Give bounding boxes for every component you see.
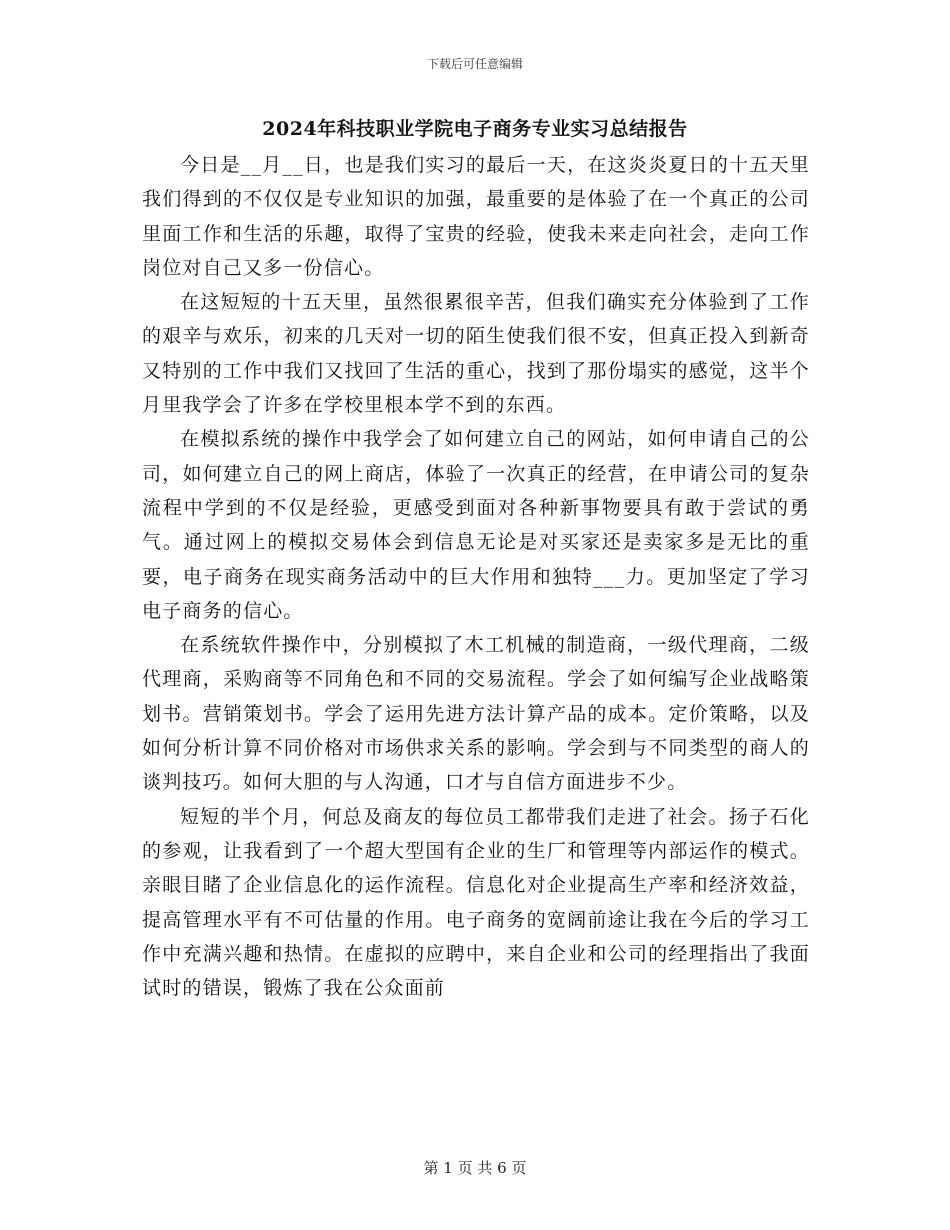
paragraph: 今日是__月__日，也是我们实习的最后一天，在这炎炎夏日的十五天里我们得到的不仅仅是专业知识的加强，最重要的是体验了在一个真正的公司里面工作和生活的乐趣，取得了宝贵的经验，使我未来走向社会，走向工作岗位对自己又多一份信心。 [142, 154, 810, 279]
page-number: 第 1 页 共 6 页 [423, 1159, 527, 1177]
document-body [142, 148, 810, 1005]
paragraph: 在模拟系统的操作中我学会了如何建立自己的网站，如何申请自己的公司，如何建立自己的网上商店，体验了一次真正的经营，在申请公司的复杂流程中学到的不仅是经验，更感受到面对各种新事物要具有敢于尝试的勇气。通过网上的模拟交易体会到信息无论是对买家还是卖家多是无比的重要，电子商务在现实商务活动中的巨大作用和独特___力。更加坚定了学习电子商务的信心。 [142, 428, 810, 622]
paragraph: 在这短短的十五天里，虽然很累很辛苦，但我们确实充分体验到了工作的艰辛与欢乐，初来的几天对一切的陌生使我们很不安，但真正投入到新奇又特别的工作中我们又找回了生活的重心，找到了那份塌实的感觉，这半个月里我学会了许多在学校里根本学不到的东西。 [142, 291, 810, 417]
document-title: 2024年科技职业学院电子商务专业实习总结报告 [262, 118, 688, 140]
paragraph: 在系统软件操作中，分别模拟了木工机械的制造商，一级代理商，二级代理商，采购商等不同角色和不同的交易流程。学会了如何编写企业战略策划书。营销策划书。学会了运用先进方法计算产品的成本。定价策略，以及如何分析计算不同价格对市场供求关系的影响。学会到与不同类型的商人的谈判技巧。如何大胆的与人沟通，口才与自信方面进步不少。 [142, 634, 810, 794]
paragraph: 短短的半个月，何总及商友的每位员工都带我们走进了社会。扬子石化的参观，让我看到了一个超大型国有企业的生厂和管理等内部运作的模式。亲眼目睹了企业信息化的运作流程。信息化对企业提高生产率和经济效益，提高管理水平有不可估量的作用。电子商务的宽阔前途让我在今后的学习工作中充满兴趣和热情。在虚拟的应聘中，来自企业和公司的经理指出了我面试时的错误，锻炼了我在公众面前 [142, 805, 810, 1000]
header-note: 下载后可任意编辑 [426, 57, 523, 71]
